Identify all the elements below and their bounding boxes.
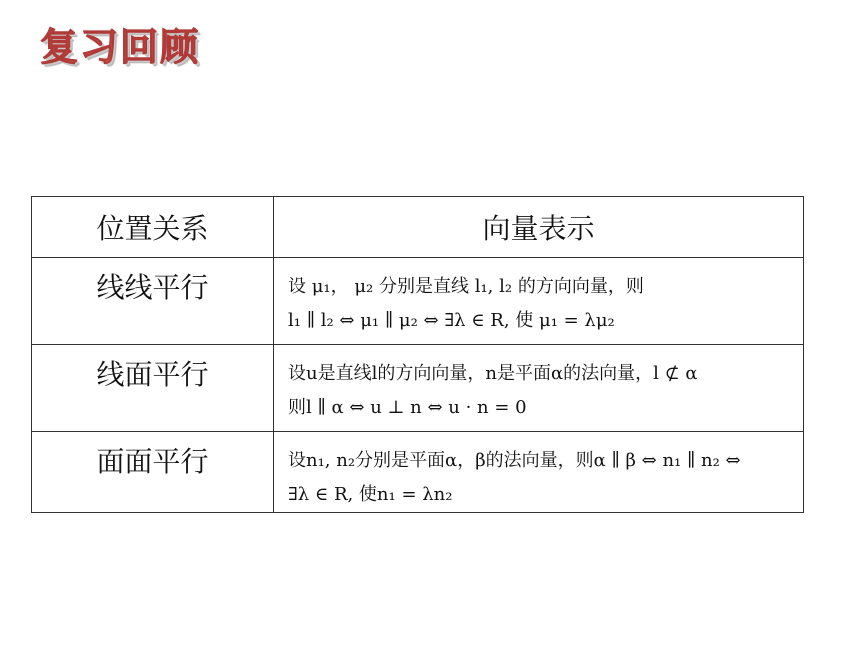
- row-description: [274, 258, 804, 345]
- description-line-1: 设 μ₁， μ₂ 分别是直线 l₁, l₂ 的方向向量，则: [288, 276, 644, 297]
- table-row-line-line-parallel: [32, 258, 804, 345]
- description-line-1: 设u是直线l的方向向量，n是平面α的法向量，l ⊄ α: [288, 363, 698, 384]
- row-description: [274, 345, 804, 432]
- vector-relations-table: [31, 196, 804, 513]
- row-label: 面面平行: [32, 432, 274, 513]
- header-position-relation: 位置关系: [32, 197, 274, 258]
- header-vector-representation: 向量表示: [274, 197, 804, 258]
- row-label: 线线平行: [32, 258, 274, 345]
- description-line-2: 则l ∥ α ⇔ u ⊥ n ⇔ u · n = 0: [288, 397, 527, 418]
- description-line-2: ∃λ ∈ R, 使n₁ = λn₂: [288, 484, 453, 505]
- description-line-2: l₁ ∥ l₂ ⇔ μ₁ ∥ μ₂ ⇔ ∃λ ∈ R, 使 μ₁ = λμ₂: [288, 310, 615, 331]
- table-row-plane-plane-parallel: [32, 432, 804, 513]
- table-header-row: [32, 197, 804, 258]
- row-label: 线面平行: [32, 345, 274, 432]
- table-row-line-plane-parallel: [32, 345, 804, 432]
- row-description: [274, 432, 804, 513]
- description-line-1: 设n₁, n₂分别是平面α，β的法向量，则α ∥ β ⇔ n₁ ∥ n₂ ⇔: [288, 450, 741, 471]
- page-title: 复习回顾: [40, 25, 201, 69]
